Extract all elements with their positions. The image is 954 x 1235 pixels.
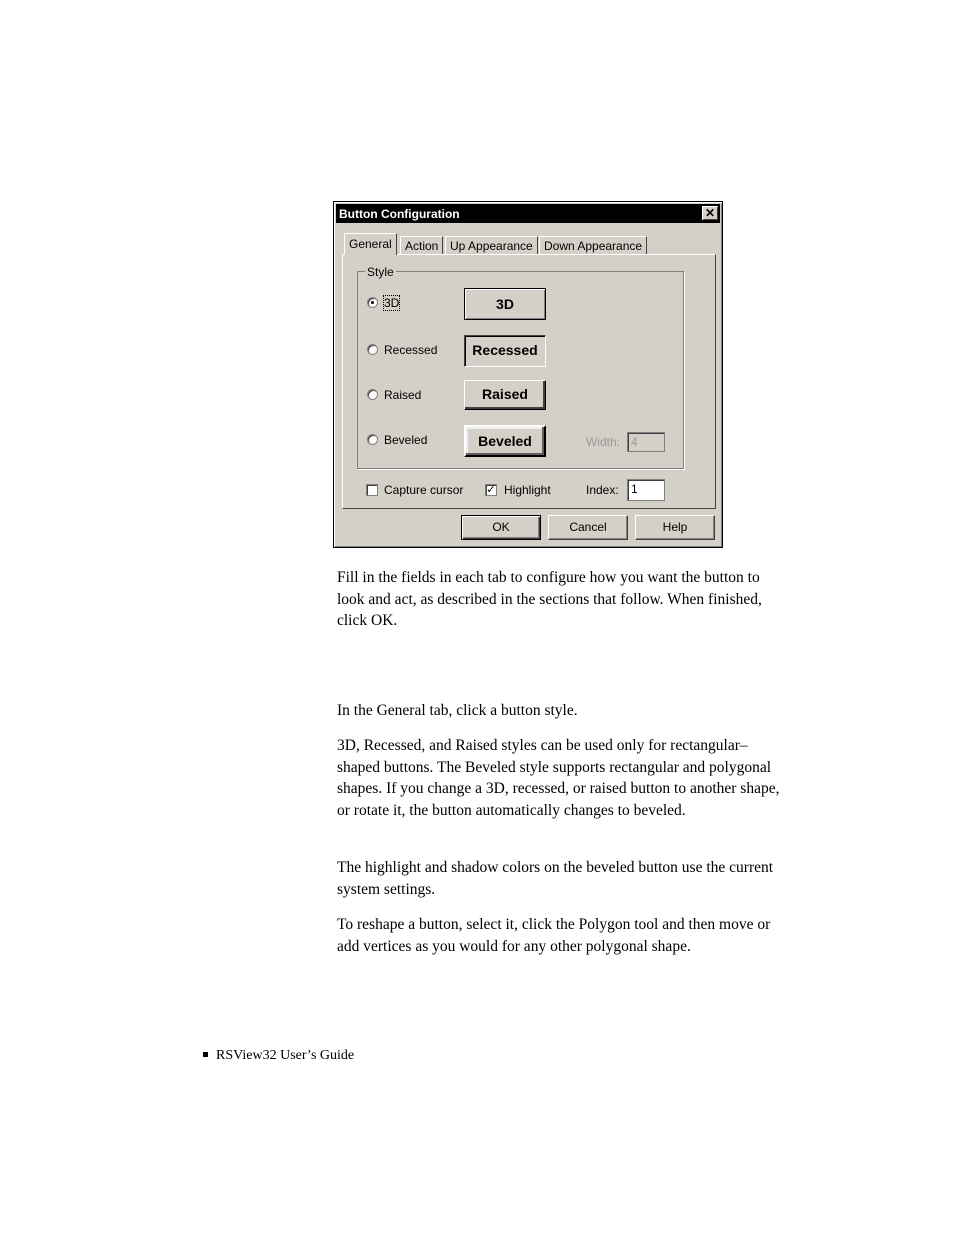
- general-tab-paragraph: In the General tab, click a button style.: [337, 702, 578, 719]
- footer-text: RSView32 User’s Guide: [216, 1048, 355, 1063]
- radio-recessed[interactable]: [367, 344, 378, 355]
- button-configuration-dialog: [333, 201, 723, 548]
- close-icon[interactable]: ✕: [702, 206, 718, 220]
- page-footer: [203, 1048, 354, 1064]
- capture-cursor-label[interactable]: Capture cursor: [384, 483, 464, 497]
- preview-raised-button[interactable]: Raised: [464, 380, 546, 410]
- width-label: Width:: [586, 435, 621, 449]
- tab-action[interactable]: Action: [400, 236, 443, 254]
- radio-beveled[interactable]: [367, 434, 378, 445]
- radio-raised-label[interactable]: Raised: [384, 388, 422, 402]
- highlight-checkbox[interactable]: [485, 484, 497, 496]
- dialog-title: Button Configuration: [339, 207, 460, 221]
- check-icon: ✓: [486, 484, 496, 496]
- bullet-icon: [203, 1052, 208, 1057]
- dialog-titlebar: [336, 204, 720, 223]
- tab-down-appearance[interactable]: Down Appearance: [539, 236, 647, 254]
- capture-cursor-checkbox[interactable]: [366, 484, 378, 496]
- width-field: 4: [627, 432, 665, 452]
- index-field[interactable]: 1: [627, 479, 665, 501]
- tab-up-appearance[interactable]: Up Appearance: [445, 236, 538, 254]
- help-button[interactable]: Help: [635, 515, 715, 540]
- radio-selected-dot: [371, 301, 374, 304]
- cancel-button[interactable]: Cancel: [548, 515, 628, 540]
- radio-3d[interactable]: [367, 297, 378, 308]
- radio-recessed-label[interactable]: Recessed: [384, 343, 438, 357]
- style-group-label: Style: [367, 265, 394, 279]
- highlight-label[interactable]: Highlight: [504, 483, 551, 497]
- reshape-paragraph: To reshape a button, select it, click the Polygon tool and then move or add vertices as you would for any other polygonal shape.: [337, 916, 771, 955]
- radio-raised[interactable]: [367, 389, 378, 400]
- ok-button[interactable]: OK: [461, 515, 541, 540]
- preview-recessed-button[interactable]: Recessed: [464, 335, 546, 367]
- radio-3d-label[interactable]: 3D: [384, 296, 400, 310]
- index-label: Index:: [586, 483, 619, 497]
- radio-beveled-label[interactable]: Beveled: [384, 433, 428, 447]
- tab-general[interactable]: General: [344, 233, 397, 255]
- colors-paragraph: The highlight and shadow colors on the beveled button use the current system settings.: [337, 859, 774, 898]
- intro-paragraph: Fill in the fields in each tab to configure how you want the button to look and act, as described in the sections that follow. When finished, click OK.: [337, 569, 762, 630]
- styles-paragraph: 3D, Recessed, and Raised styles can be used only for rectangular–shaped buttons. The Beveled style supports rectangular and polygonal shapes. If you change a 3D, recessed, or raised button to another shape, or rotate it, the button automatically changes to beveled.: [337, 737, 780, 820]
- preview-3d-button[interactable]: 3D: [464, 288, 546, 320]
- preview-beveled-button[interactable]: Beveled: [464, 425, 546, 457]
